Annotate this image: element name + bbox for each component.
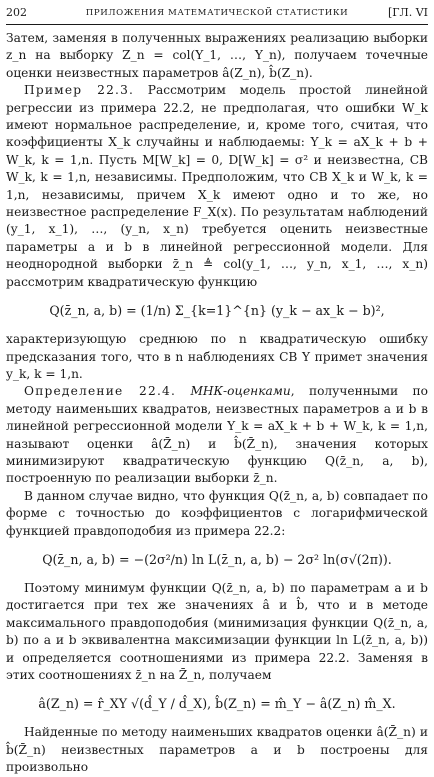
paragraph-5: В данном случае видно, что функция Q(z̄_n, a, b) совпадает по форме с точностью до коэффициентов с логарифмической функцией правдоподобия из примера 22.2: — [6, 488, 428, 538]
chapter-label: [ГЛ. VI — [387, 6, 428, 19]
formula-estimates: â(Z_n) = r̂_XY √(d̂_Y / d̂_X), b̂(Z_n) = m̂_Y − â(Z_n) m̂_X. — [38, 696, 396, 712]
running-title: ПРИЛОЖЕНИЯ МАТЕМАТИЧЕСКОЙ СТАТИСТИКИ — [85, 8, 349, 18]
definition-label: Определение 22.4. — [24, 384, 177, 399]
definition-term: МНК-оценками — [190, 384, 291, 399]
formula-q-loglik: Q(z̄_n, a, b) = −(2σ²/n) ln L(z̄_n, a, b) − 2σ² ln(σ√(2π)). — [42, 551, 392, 567]
example-label: Пример 22.3. — [24, 83, 135, 98]
page-header — [6, 4, 428, 25]
page-number: 202 — [6, 6, 27, 19]
paragraph-7: Найденные по методу наименьших квадратов оценки â(Z̄_n) и b̂(Z̄_n) неизвестных параметров a и b построены для произвольно — [6, 725, 428, 775]
paragraph-3: характеризующую среднюю по n квадратическую ошибку предсказания того, что в n наблюдениях СВ Y примет значения y_k, k = 1,n. — [6, 332, 428, 381]
definition-22-4 — [6, 383, 428, 487]
paragraph-1: Затем, заменяя в полученных выражениях реализацию выборки z_n на выборку Z_n = col(Y_1, …, Y_n), получаем точечные оценки неизвестных параметров â(Z_n), b̂(Z_n). — [6, 31, 428, 80]
definition-text: , полученными по методу наименьших квадратов, неизвестных параметров a и b в линейной регрессионной модели Y_k = aX_k + b + W_k, k = 1,n, называют оценки â(Z̄_n) и b̂(Z̄_n), значения которых минимизируют квадратическую функцию Q(z̄_n, a, b), построенную по реализации выборки z̄_n. — [6, 384, 429, 486]
example-text: Рассмотрим модель простой линейной регрессии из примера 22.2, не предполагая, что ошибки W_k имеют нормальное распределение, и, кроме того, считая, что коэффициенты X_k случайны и наблюдаемы: Y_k = aX_k + b + W_k, k = 1,n. Пусть M[W_k] = 0, D[W_k] = σ² и неизвестна, СВ W_k, k = 1,n, независимы. Предположим, что СВ X_k и W_k, k = 1,n, независимы, причем X_k имеют одно и то же, но неизвестное распределение F_X(x). По результатам наблюдений (y_1, x_1), …, (y_n, x_n) требуется оценить неизвестные параметры a и b в линейной регрессионной модели. Для неоднородной выборки z̄_n ≜ col(y_1, …, y_n, x_1, …, x_n) рассмотрим квадратическую функцию — [6, 83, 428, 289]
example-22-3 — [6, 82, 428, 291]
formula-q-definition: Q(z̄_n, a, b) = (1/n) Σ_{k=1}^{n} (y_k − ax_k − b)², — [49, 303, 385, 319]
page-body — [6, 30, 428, 777]
paragraph-6: Поэтому минимум функции Q(z̄_n, a, b) по параметрам a и b достигается при тех же значениях â и b̂, что и в методе максимального правдоподобия (минимизация функции Q(z̄_n, a, b) по a и b эквивалентна максимизации функции ln L(z̄_n, a, b)) и определяется соотношениями из примера 22.2. Заменяя в этих соотношениях z̄_n на Z̄_n, получаем — [6, 580, 428, 682]
